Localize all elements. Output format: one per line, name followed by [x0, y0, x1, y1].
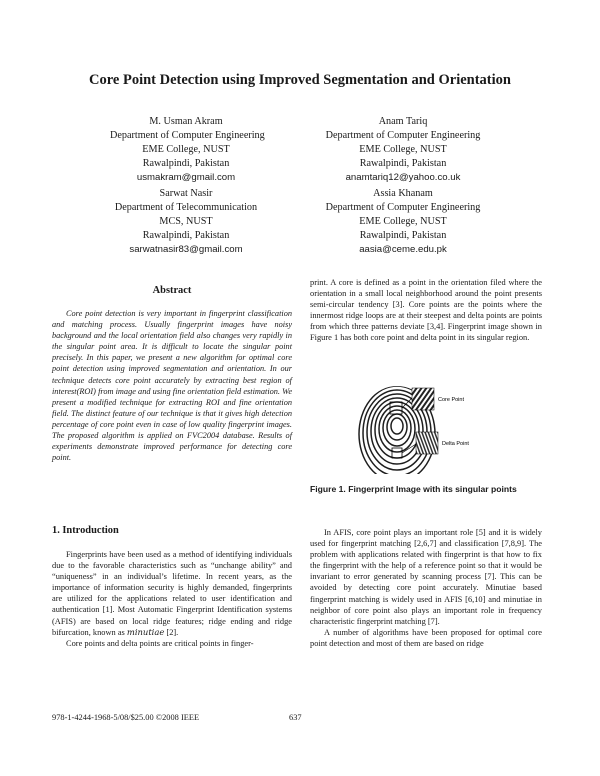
intro-paragraph-2: Core points and delta points are critical points in finger- — [66, 638, 254, 648]
figure-caption: Figure 1. Fingerprint Image with its singular points — [310, 484, 517, 494]
author-dept: Department of Telecommunication — [114, 202, 258, 213]
fingerprint-figure — [352, 374, 502, 474]
author-city: Rawalpindi, Pakistan — [142, 230, 230, 241]
author-email[interactable]: usmakram@gmail.com — [136, 172, 236, 183]
author-org: MCS, NUST — [159, 216, 213, 227]
author-city: Rawalpindi, Pakistan — [142, 158, 230, 169]
paper-title: Core Point Detection using Improved Segmentation and Orientation — [89, 72, 511, 88]
right-column-bottom — [310, 527, 542, 649]
intro-paragraph-1 — [52, 549, 292, 638]
author-org: EME College, NUST — [142, 144, 230, 155]
author-block-3 — [110, 187, 262, 257]
intro-p1-text: Fingerprints have been used as a method of identifying individuals due to the favorable characteristics such as “unchange ability” and “uniqueness” in an individual’s lifetime. In recent years, as the importance of information security is highly demanded, fingerprints are utilized for the applications related to user identification and authentication [1]. Most Automatic Fingerprint Identification systems (AFIS) are based on local ridge features; ridge ending and ridge bifurcation, known as — [52, 550, 292, 637]
isbn-footer: 978-1-4244-1968-5/08/$25.00 ©2008 IEEE — [52, 713, 200, 722]
fingerprint-image — [352, 374, 502, 474]
author-city: Rawalpindi, Pakistan — [359, 230, 447, 241]
author-email[interactable]: sarwatnasir83@gmail.com — [129, 244, 243, 255]
author-block-4 — [305, 187, 501, 257]
author-name: Sarwat Nasir — [159, 188, 213, 199]
right-paragraph-2: In AFIS, core point plays an important role [5] and it is widely used for fingerprint matching [2,6,7] and classification [7,8,9]. The problem with applications related with fingerprint is that how to fix the fingerprint with the help of a reference point so that it would be invariant to error generated by scanning process [7]. This can be avoided by detecting core point accurately. Minutiae based fingerprint matching is widely used in AFIS [6,10] and minutiae in neighbor of core point also plays an important role in frequency characteristic fingerprint matching [7]. — [310, 528, 542, 626]
section-heading-introduction: 1. Introduction — [52, 525, 119, 536]
delta-point-label: Delta Point — [442, 441, 469, 447]
author-dept: Department of Computer Engineering — [325, 202, 481, 213]
fingerprint-ridges — [352, 374, 452, 474]
author-name: Assia Khanam — [373, 188, 433, 199]
author-name: Anam Tariq — [378, 116, 428, 127]
right-paragraph-1: print. A core is defined as a point in the orientation filed where the orientation in a small local neighborhood around the point presents semi-circular tendency [3]. Core points are the points where the innermost ridge loops are at their steepest and delta points are points from which three patterns deviate [3,4]. Fingerprint image shown in Figure 1 has both core point and delta point in its singular region. — [310, 278, 542, 343]
core-point-zoom — [412, 388, 434, 410]
author-block-1 — [110, 115, 265, 185]
author-email[interactable]: anamtariq12@yahoo.co.uk — [345, 172, 461, 183]
abstract-heading: Abstract — [152, 285, 192, 296]
right-column-top — [310, 277, 542, 344]
core-point-label: Core Point — [438, 397, 464, 403]
abstract-text: Core point detection is very important in fingerprint classification and matching process. Usually fingerprint images have noisy background and the local orientation field also changes very rapidly in the singular point area. It is difficult to locate the singular point precisely. In this paper, we present a new algorithm for optimal core point detection using improved segmentation and orientation. In our technique detects core point accurately by extracting best region of interest(ROI) from image and using fine orientation field estimation. We present a modified technique for extracting ROI and fine orientation field. The distinct feature of our technique is that it gives high detection percentage of core point even in case of low quality fingerprint images. The proposed algorithm is applied on FVC2004 database. Results of experiments demonstrate improved performance for detecting core point. — [52, 309, 292, 463]
page-number: 637 — [289, 713, 302, 722]
author-name: M. Usman Akram — [149, 116, 223, 127]
minutiae-term: minutiae — [126, 626, 165, 637]
author-dept: Department of Computer Engineering — [325, 130, 481, 141]
author-org: EME College, NUST — [359, 144, 447, 155]
author-dept: Department of Computer Engineering — [110, 130, 265, 141]
author-city: Rawalpindi, Pakistan — [359, 158, 447, 169]
intro-column — [52, 549, 292, 649]
right-paragraph-3: A number of algorithms have been proposed for optimal core point detection and most of them are based on ridge — [310, 627, 542, 648]
author-block-2 — [312, 115, 494, 185]
intro-p1-end: [2]. — [166, 627, 179, 637]
author-email[interactable]: aasia@ceme.edu.pk — [359, 244, 447, 255]
author-org: EME College, NUST — [359, 216, 447, 227]
delta-point-zoom — [416, 432, 438, 454]
